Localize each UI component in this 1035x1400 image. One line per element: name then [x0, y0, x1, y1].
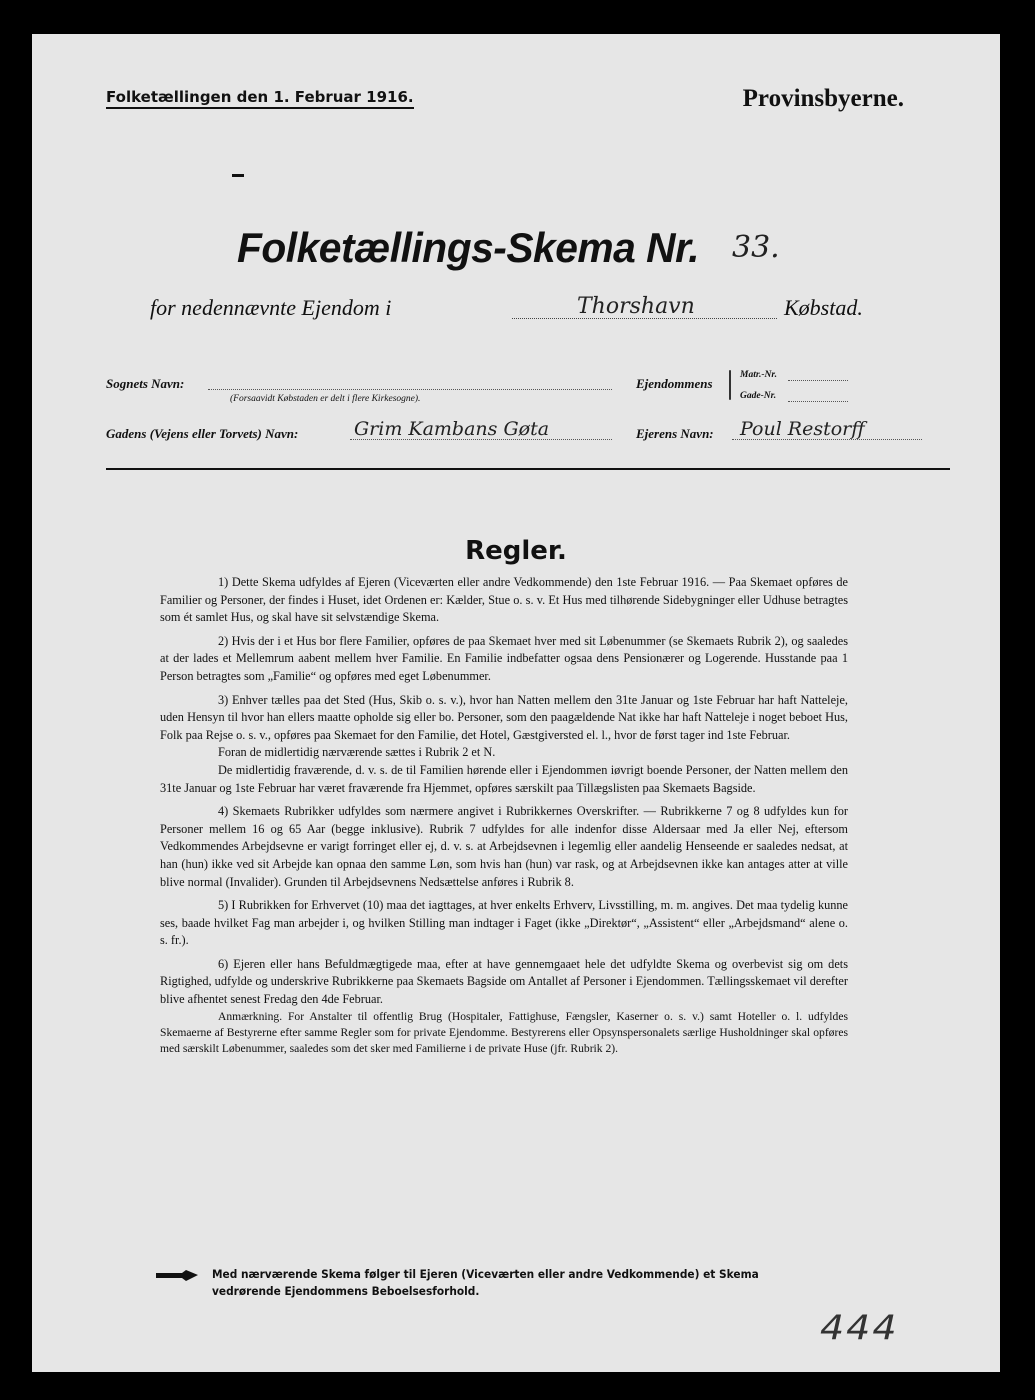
- matr-nr-fill-line: [788, 380, 848, 381]
- owner-value-handwritten: Poul Restorff: [740, 418, 865, 440]
- owner-name-label: Ejerens Navn:: [636, 426, 714, 441]
- page-number-handwritten: 444: [820, 1308, 899, 1348]
- street-name-label: Gadens (Vejens eller Torvets) Navn:: [106, 426, 299, 441]
- rules-heading: Regler.: [465, 536, 567, 566]
- rule-3-temporary-absent: De midlertidig fraværende, d. v. s. de til Familien hørende eller i Ejendommen iøvrigt boende Personer, der Natten mellem den 31te Januar og 1ste Februar har været fraværende fra Hjemmet, opføres særskilt paa Tillægslisten paa Skemaets Bagside.: [160, 762, 848, 795]
- brace: [729, 370, 731, 400]
- rule-1: 1) Dette Skema udfyldes af Ejeren (Viceværten eller andre Vedkommende) den 1ste Februar 1916. — Paa Skemaet opføres de Familier og Personer, der findes i Huset, idet Ordenen er: Kælder, Stue o. s. v. Et Hus med tilhørende Sidebygninger eller Udhuse betragtes som ét samlet Hus, og skal have sit selvstændige Skema.: [160, 575, 848, 625]
- header-census-date: Folketællingen den 1. Februar 1916.: [106, 88, 414, 109]
- rule-5: 5) I Rubrikken for Erhvervet (10) maa det iagttages, at hver enkelts Erhverv, Livsstilling, m. m. angives. Det maa tydelig kunne ses, baade hvilket Fag man arbejder i, og hvilken Stilling man indtager i Faget (ikke „Direktør“, „Assistent“ eller „Arbejdsmand“ alene o. s. fr.).: [160, 898, 848, 948]
- header-region: Provinsbyerne.: [742, 85, 904, 112]
- rule-4: 4) Skemaets Rubrikker udfyldes som nærmere angivet i Rubrikkernes Overskrifter. — Rubrikkerne 7 og 8 udfyldes kun for Personer mellem 16 og 65 Aar (begge inklusive). Rubrik 7 udfyldes for alle indenfor disse Aldersaar med Ja eller Nej, eftersom Vedkommendes Arbejdsevne er varigt forringet eller ej, d. v. s. at Arbejdsevnen i legemlig eller aandelig Henseende er saaledes nedsat, at han (hun) ikke ved sit Arbejde kan opnaa den samme Løn, som hvis han (hun) var rask, og at Arbejdsevnen ikke kan antages atter at ville blive normal (Invalider). Grunden til Arbejdsevnens Nedsættelse anføres i Rubrik 8.: [160, 804, 848, 889]
- property-location-label: for nedennævnte Ejendom i: [150, 295, 392, 320]
- section-divider: [106, 468, 950, 470]
- ink-mark: [232, 174, 244, 177]
- rule-3-temporary-present: Foran de midlertidig nærværende sættes i Rubrik 2 et N.: [218, 745, 496, 760]
- parish-note: (Forsaavidt Købstaden er delt i flere Kirkesogne).: [230, 394, 421, 404]
- remark-note: Anmærkning. For Anstalter til offentlig Brug (Hospitaler, Fattighuse, Fængsler, Kaserner o. s. v.) samt Hoteller o. l. udfyldes Skemaerne af Bestyrerne efter samme Regler som for private Ejendomme. Bestyrerens eller Opsynspersonalets særlige Husholdninger skal opføres med særskilt Løbenummer, saaledes som det sker med Familierne i de private Huse (jfr. Rubrik 2).: [160, 1009, 848, 1056]
- property-label: Ejendommens: [636, 376, 713, 391]
- street-value-handwritten: Grim Kambans Gøta: [354, 418, 550, 440]
- parish-name-label: Sognets Navn:: [106, 376, 185, 391]
- rule-6: 6) Ejeren eller hans Befuldmægtigede maa, efter at have gennemgaaet hele det udfyldte Skema og overbevist sig om dets Rigtighed, udfylde og underskrive Rubrikkerne paa Skemaets Bagside om Antallet af Personer i Ejendommen. Tællingsskemaet vil derefter blive afhentet senest Fredag den 4de Februar.: [160, 956, 848, 1007]
- form-title: Folketællings-Skema Nr.: [237, 224, 700, 271]
- footnote: Med nærværende Skema følger til Ejeren (Viceværten eller andre Vedkommende) et Skema vedrørende Ejendommens Beboelsesforhold.: [212, 1267, 759, 1298]
- gade-nr-fill-line: [788, 401, 848, 402]
- census-form-page: [32, 34, 1000, 1372]
- rules-body: [160, 574, 848, 1064]
- pointing-hand-icon: [156, 1270, 198, 1282]
- form-number-handwritten: 33.: [732, 230, 780, 265]
- town-type-label: Købstad.: [784, 295, 863, 320]
- parish-fill-line: [208, 389, 612, 390]
- matr-nr-label: Matr.-Nr.: [740, 370, 777, 380]
- rule-2: 2) Hvis der i et Hus bor flere Familier, opføres de paa Skemaet hver med sit Løbenummer (se Skemaets Rubrik 2), og saaledes at der lades et Mellemrum aabent mellem hver Familie. En Familie indbefatter ogsaa dens Pensionærer og Logerende. Husstande paa 1 Person betragtes som „Familie“ og opføres med eget Løbenummer.: [160, 633, 848, 683]
- gade-nr-label: Gade-Nr.: [740, 391, 777, 401]
- rule-3: 3) Enhver tælles paa det Sted (Hus, Skib o. s. v.), hvor han Natten mellem den 31te Januar og 1ste Februar har haft Natteleje, uden Hensyn til hvor han ellers maatte opholde sig eller bo. Personer, som den paagældende Nat ikke har haft Natteleje i noget beboet Hus, Folk paa Rejse o. s. v., opføres paa Skemaet for den Familie, det Hotel, Gæstgiversted el. l., hvor de først tager ind 1ste Februar.: [160, 692, 848, 742]
- town-value-handwritten: Thorshavn: [577, 294, 695, 319]
